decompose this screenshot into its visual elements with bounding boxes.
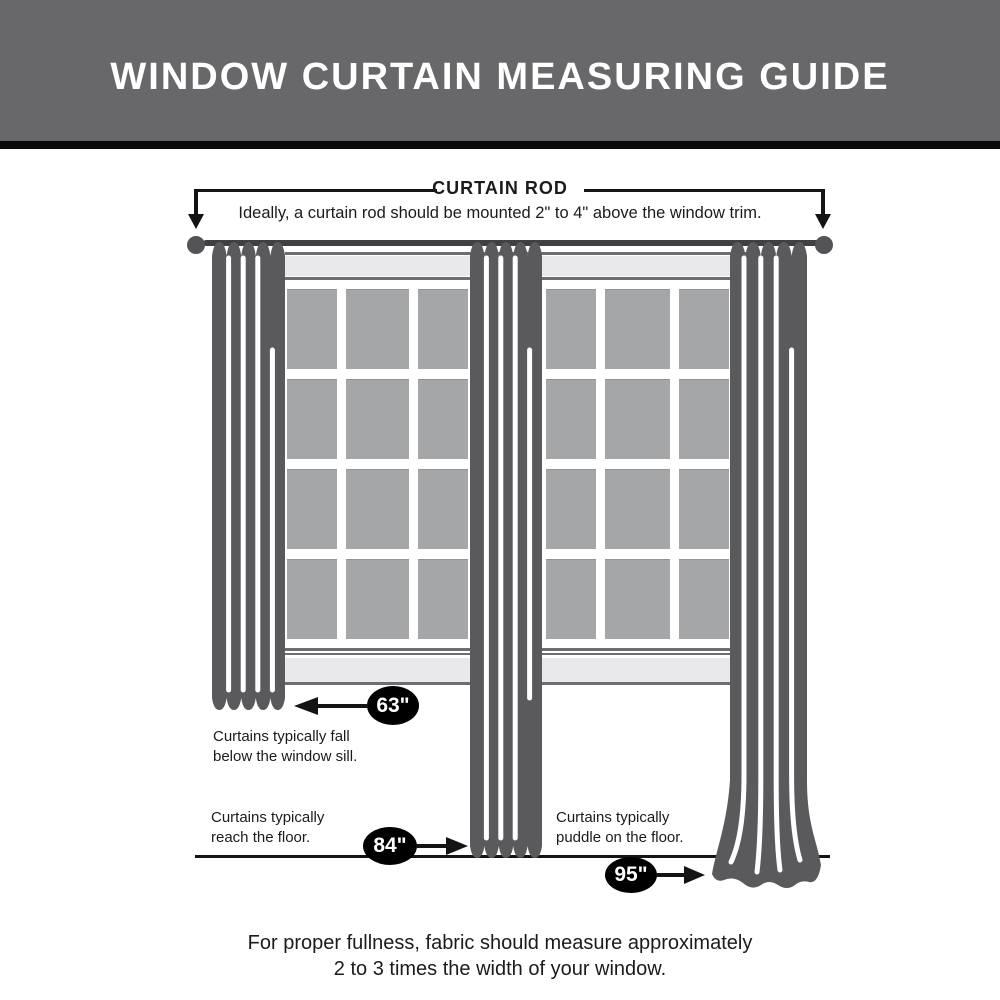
left-arrow-icon	[294, 697, 318, 715]
window-pane	[546, 289, 596, 369]
header-divider	[0, 141, 1000, 149]
footer-note	[0, 930, 1000, 982]
window-pane	[287, 289, 337, 369]
arrow-shaft	[417, 844, 446, 848]
window-pane	[605, 559, 669, 639]
window-pane	[605, 469, 669, 549]
window-pane	[287, 469, 337, 549]
curtain-left-graphic	[212, 240, 285, 712]
footer-note-line: For proper fullness, fabric should measure approximately	[247, 932, 753, 954]
window-pane	[418, 289, 468, 369]
window-pane	[346, 379, 410, 459]
window-pane	[418, 379, 468, 459]
window-pane	[546, 469, 596, 549]
curtain-rod-label: CURTAIN ROD	[432, 178, 568, 198]
caption-line: below the window sill.	[213, 748, 358, 765]
window-sash-left	[287, 289, 468, 639]
window-pane	[287, 559, 337, 639]
window-pane	[605, 289, 669, 369]
arrow-shaft	[657, 873, 684, 877]
caption-line: puddle on the floor.	[556, 829, 684, 846]
window-pane	[418, 469, 468, 549]
measurement-caption-63	[213, 727, 357, 767]
curtain-middle-graphic	[470, 240, 542, 860]
right-arrow-icon	[684, 866, 705, 884]
measurement-caption-95	[556, 808, 684, 848]
page-title: WINDOW CURTAIN MEASURING GUIDE	[110, 56, 890, 98]
arrow-shaft	[318, 704, 368, 708]
measurement-badge-95: 95"	[605, 857, 657, 893]
curtain-right-graphic	[700, 240, 825, 890]
rod-mounting-caption: Ideally, a curtain rod should be mounted 2" to 4" above the window trim.	[238, 204, 762, 222]
header-banner	[0, 0, 1000, 141]
caption-line: Curtains typically fall	[213, 728, 350, 745]
measurement-badge-63: 63"	[367, 686, 419, 725]
window-pane	[605, 379, 669, 459]
window-pane	[546, 559, 596, 639]
window-pane	[546, 379, 596, 459]
window-pane	[418, 559, 468, 639]
caption-line: reach the floor.	[211, 829, 311, 846]
caption-line: Curtains typically	[211, 809, 325, 826]
footer-note-line: 2 to 3 times the width of your window.	[333, 958, 667, 980]
window-pane	[346, 289, 410, 369]
window-pane	[346, 559, 410, 639]
right-arrow-icon	[446, 837, 468, 855]
rod-finial-left	[187, 236, 205, 254]
window-pane	[287, 379, 337, 459]
measurement-badge-84: 84"	[363, 827, 417, 865]
measurement-caption-84	[211, 808, 324, 848]
window-pane	[346, 469, 410, 549]
caption-line: Curtains typically	[556, 809, 670, 826]
